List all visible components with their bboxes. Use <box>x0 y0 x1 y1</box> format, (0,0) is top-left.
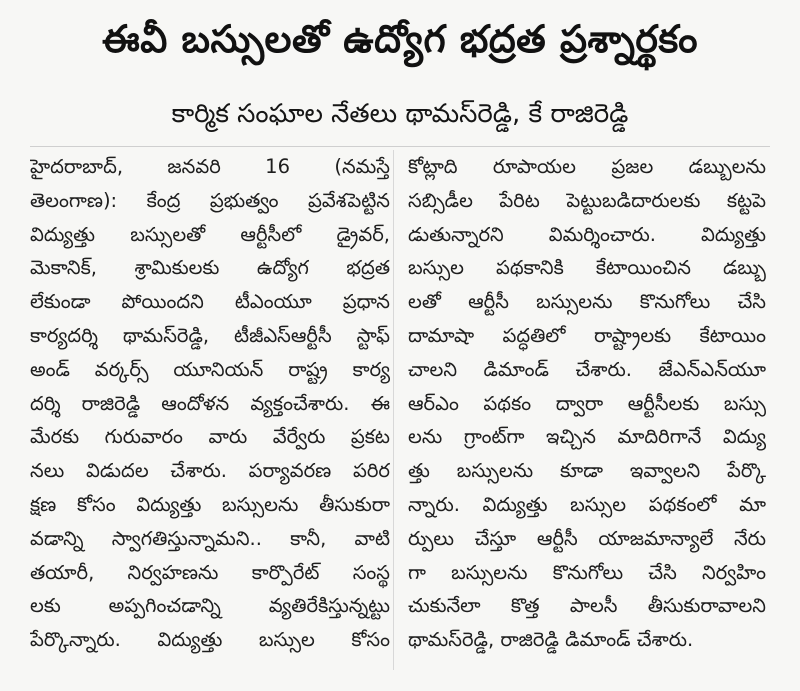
body-line: త్తు బస్సులను కూడా ఇవ్వాలని పేర్కొ <box>408 459 766 483</box>
body-column-left <box>30 150 390 657</box>
body-line: ఆర్ఎం పథకం ద్వారా ఆర్టీసీలకు బస్సు <box>408 391 766 415</box>
body-line: కార్యదర్శి థామస్‌రెడ్డి, టీజీఎస్‌ఆర్టీసీ స్టాఫ్ <box>30 323 390 347</box>
body-line: మేరకు గురువారం వారు వేర్వేరు ప్రకట <box>30 425 390 449</box>
body-line: లేకుండా పోయిందని టీఎంయూ ప్రధాన <box>30 290 390 314</box>
headline: ఈవీ బస్సులతో ఉద్యోగ భద్రత ప్రశ్నార్థకం <box>101 17 699 61</box>
body-line: చాలని డిమాండ్ చేశారు. జేఎన్‌ఎన్‌యూ <box>408 357 766 381</box>
body-line: న్నారు. విద్యుత్తు బస్సుల పథకంలో మా <box>408 492 766 516</box>
body-line: తెలంగాణ): కేంద్ర ప్రభుత్వం ప్రవేశపెట్టిన <box>30 188 390 212</box>
body-line: వడాన్ని స్వాగతిస్తున్నామని.. కానీ, వాటి <box>30 526 390 550</box>
body-line: విద్యుత్తు బస్సులతో ఆర్టీసీలో డ్రైవర్, <box>30 222 390 246</box>
column-rule <box>393 150 394 670</box>
body-line: నలు విడుదల చేశారు. పర్యావరణ పరిర <box>30 459 390 483</box>
body-line: లతో ఆర్టీసీ బస్సులను కొనుగోలు చేసి <box>408 290 766 314</box>
body-line: దర్శి రాజిరెడ్డి ఆందోళన వ్యక్తంచేశారు. ఈ <box>30 391 390 415</box>
body-line: పేర్కొన్నారు. విద్యుత్తు బస్సుల కోసం <box>30 628 390 652</box>
header-divider <box>30 146 770 147</box>
body-line: చుకునేలా కొత్త పాలసీ తీసుకురావాలని <box>408 594 766 618</box>
body-line: గా బస్సులను కొనుగోలు చేసి నిర్వహిం <box>408 560 766 584</box>
body-line: కోట్లాది రూపాయల ప్రజల డబ్బులను <box>408 155 766 178</box>
body-column-right <box>408 150 766 657</box>
body-line: దామాషా పద్ధతిలో రాష్ట్రాలకు కేటాయిం <box>408 323 766 347</box>
body-line: లకు అప్పగించడాన్ని వ్యతిరేకిస్తున్నట్టు <box>30 594 390 618</box>
body-line: థామస్‌రెడ్డి, రాజిరెడ్డి డిమాండ్ చేశారు. <box>408 628 694 652</box>
body-line: తయారీ, నిర్వహణను కార్పొరేట్ సంస్థ <box>30 560 390 584</box>
body-line: హైదరాబాద్, జనవరి 16 (నమస్తే <box>30 155 390 178</box>
body-line: క్షణ కోసం విద్యుత్తు బస్సులను తీసుకురా <box>30 492 390 516</box>
subheadline: కార్మిక సంఘాల నేతలు థామస్‌రెడ్డి, కే రాజిరెడ్డి <box>171 99 629 129</box>
body-line: సబ్సిడీల పేరిట పెట్టుబడిదారులకు కట్టపె <box>408 188 766 212</box>
body-line: బస్సుల పథకానికి కేటాయించిన డబ్బు <box>408 256 766 280</box>
body-line: ర్పులు చేస్తూ ఆర్టీసీ యాజమాన్యాలే నేరు <box>408 526 766 550</box>
body-line: మెకానిక్, శ్రామికులకు ఉద్యోగ భద్రత <box>30 256 390 280</box>
body-line: అండ్ వర్కర్స్ యూనియన్ రాష్ట్ర కార్య <box>30 357 390 381</box>
body-line: డుతున్నారని విమర్శించారు. విద్యుత్తు <box>408 222 766 246</box>
body-line: లను గ్రాంట్‌గా ఇచ్చిన మాదిరిగానే విద్యు <box>408 425 766 449</box>
